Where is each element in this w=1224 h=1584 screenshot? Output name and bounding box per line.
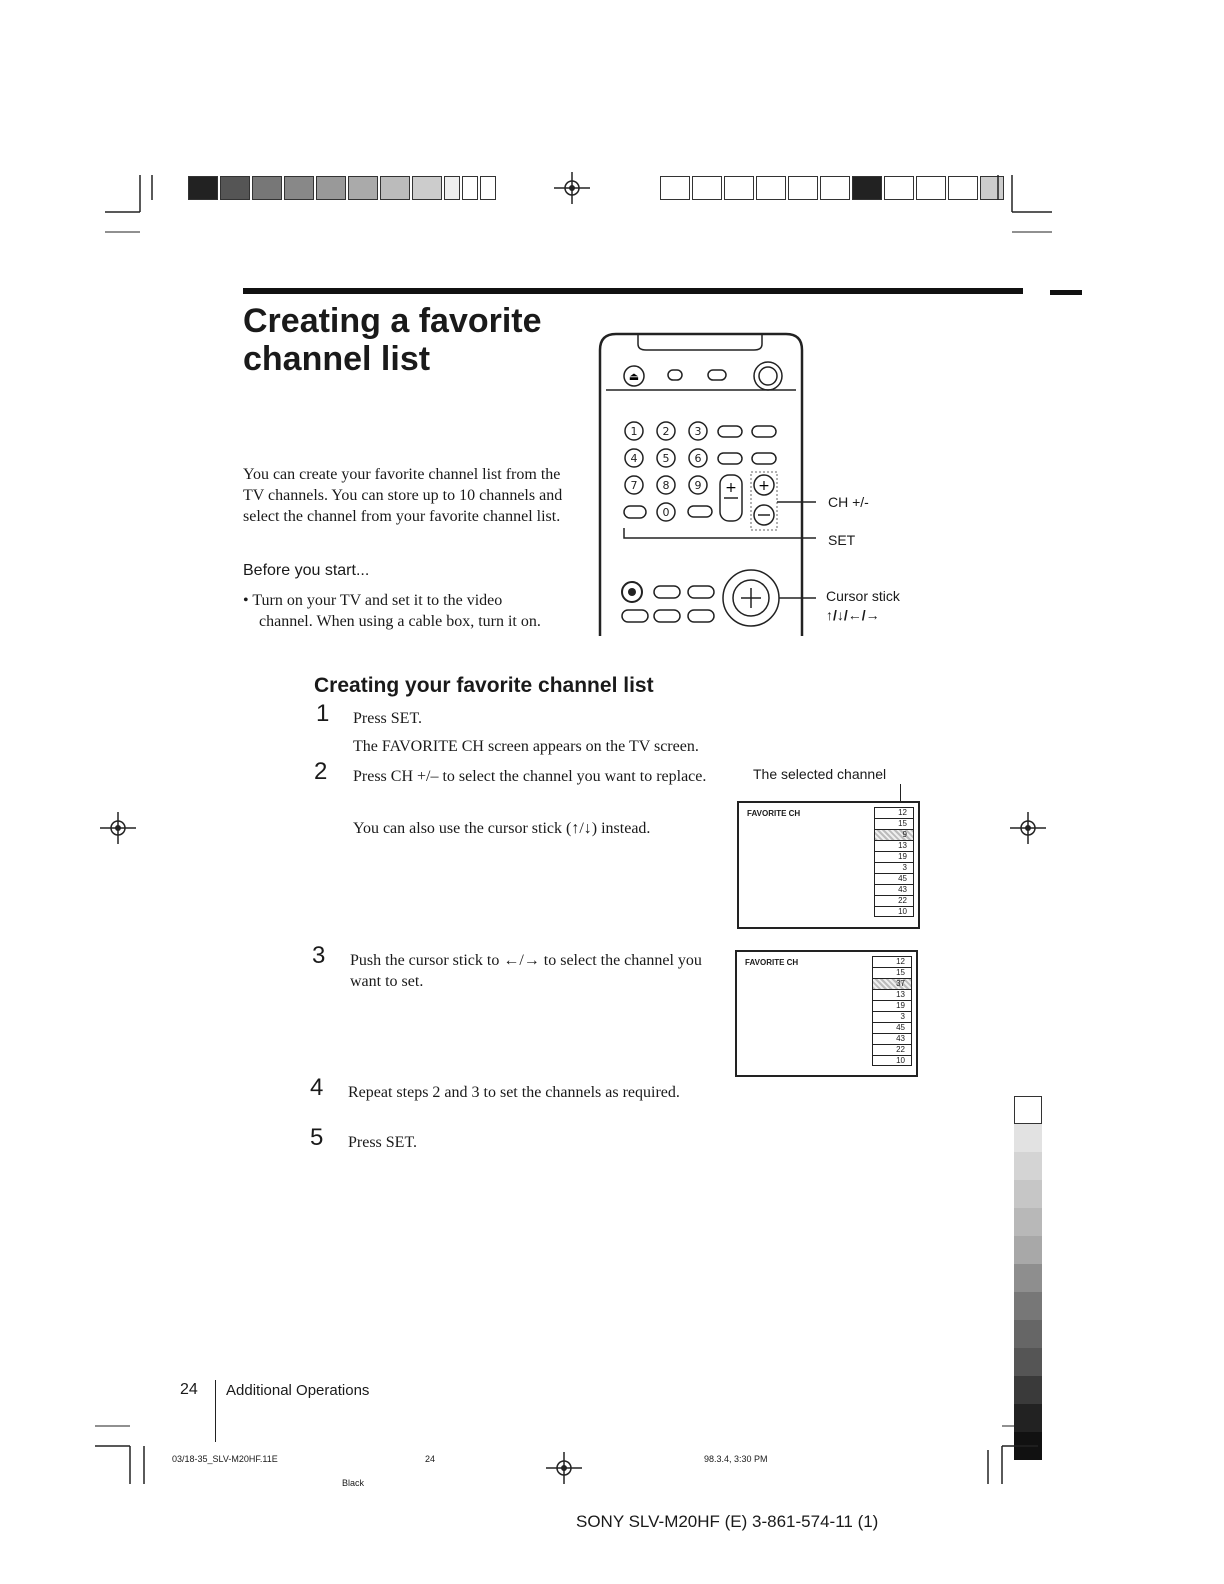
svg-text:8: 8 [662,479,670,492]
channel-entry: 13 [874,840,914,851]
step-text: Press SET. [348,1134,418,1151]
product-code: SONY SLV-M20HF (E) 3-861-574-11 (1) [576,1512,879,1531]
section-heading: Creating your favorite channel list [314,674,654,697]
channel-entry: 22 [874,895,914,906]
step-text: Press SET. [353,710,423,727]
slug-file: 03/18-35_SLV-M20HF.11E [172,1454,278,1464]
svg-text:0: 0 [662,506,670,519]
svg-text:⏏: ⏏ [628,370,640,383]
page-number: 24 [180,1381,198,1398]
registration-mark-right [1008,808,1048,848]
footer-section: Additional Operations [226,1382,370,1399]
page-title: Creating a favorite channel list [243,302,542,378]
ch-label: CH +/- [828,494,869,510]
svg-text:+: + [725,480,737,496]
step-number: 3 [312,942,326,969]
channel-entry: 37 [872,978,912,989]
step-text: Press CH +/– to select the channel you want to replace. [353,768,707,785]
crop-mark-top-right [990,170,1060,240]
channel-entry: 3 [874,862,914,873]
heading-rule [243,288,1023,294]
step-note: The FAVORITE CH screen appears on the TV screen. [353,738,699,755]
grayscale-strip [1014,1096,1042,1460]
step-number: 1 [316,700,330,727]
step-text: Push the cursor stick to ←/→ to select the channel you want to set. [350,952,702,990]
channel-entry: 10 [874,906,914,917]
remote-control-illustration [596,330,816,636]
registration-mark-top [552,168,592,208]
slug-color: Black [342,1478,365,1488]
slug-date: 98.3.4, 3:30 PM [704,1454,768,1464]
thumb-tab-mark [1050,290,1082,295]
svg-text:6: 6 [694,452,702,465]
registration-mark-left [98,808,138,848]
svg-text:1: 1 [630,425,638,438]
step-note: You can also use the cursor stick (↑/↓) instead. [353,820,651,837]
footer-divider [215,1380,216,1442]
cursor-arrows-label: ↑/↓/←/→ [826,607,880,623]
svg-text:2: 2 [662,425,670,438]
svg-text:+: + [758,478,770,494]
channel-entry: 10 [872,1055,912,1066]
channel-entry: 12 [874,807,914,818]
channel-entry: 13 [872,989,912,1000]
svg-text:7: 7 [630,479,638,492]
channel-entry: 12 [872,956,912,967]
slug-page: 24 [425,1454,436,1464]
tv-screen-2 [735,950,918,1077]
tv-screen-1 [737,801,920,929]
step-number: 4 [310,1074,324,1101]
svg-text:5: 5 [662,452,670,465]
crop-mark-top-left [100,170,180,240]
channel-entry: 45 [874,873,914,884]
channel-entry: 3 [872,1011,912,1022]
color-bar-top-right [660,176,1006,200]
channel-entry: 43 [874,884,914,895]
channel-list [872,956,912,1066]
set-label: SET [828,532,856,548]
cursor-stick-label: Cursor stick [826,588,900,604]
channel-list [874,807,914,917]
color-bar-top-left [188,176,498,200]
crop-mark-bottom-right [980,1420,1050,1490]
channel-entry: 43 [872,1033,912,1044]
channel-entry: 15 [874,818,914,829]
registration-mark-bottom [544,1448,584,1488]
svg-text:4: 4 [630,452,638,465]
step-text: Repeat steps 2 and 3 to set the channels as required. [348,1084,680,1101]
channel-entry: 15 [872,967,912,978]
screen-title: FAVORITE CH [747,809,801,818]
step-number: 2 [314,758,328,785]
channel-entry: 9 [874,829,914,840]
channel-entry: 22 [872,1044,912,1055]
screen-title: FAVORITE CH [745,958,799,967]
intro-text: You can create your favorite channel list from the TV channels. You can store up to 10 channels and select the channel from your favorite channel list. [243,466,563,525]
svg-text:3: 3 [694,425,702,438]
channel-entry: 19 [874,851,914,862]
svg-text:9: 9 [694,479,702,492]
crop-mark-bottom-left [90,1420,160,1490]
channel-entry: 19 [872,1000,912,1011]
screen-caption: The selected channel [753,766,887,782]
before-heading: Before you start... [243,562,370,579]
step-number: 5 [310,1124,324,1151]
before-bullet: • Turn on your TV and set it to the video channel. When using a cable box, turn it on. [243,592,541,630]
channel-entry: 45 [872,1022,912,1033]
